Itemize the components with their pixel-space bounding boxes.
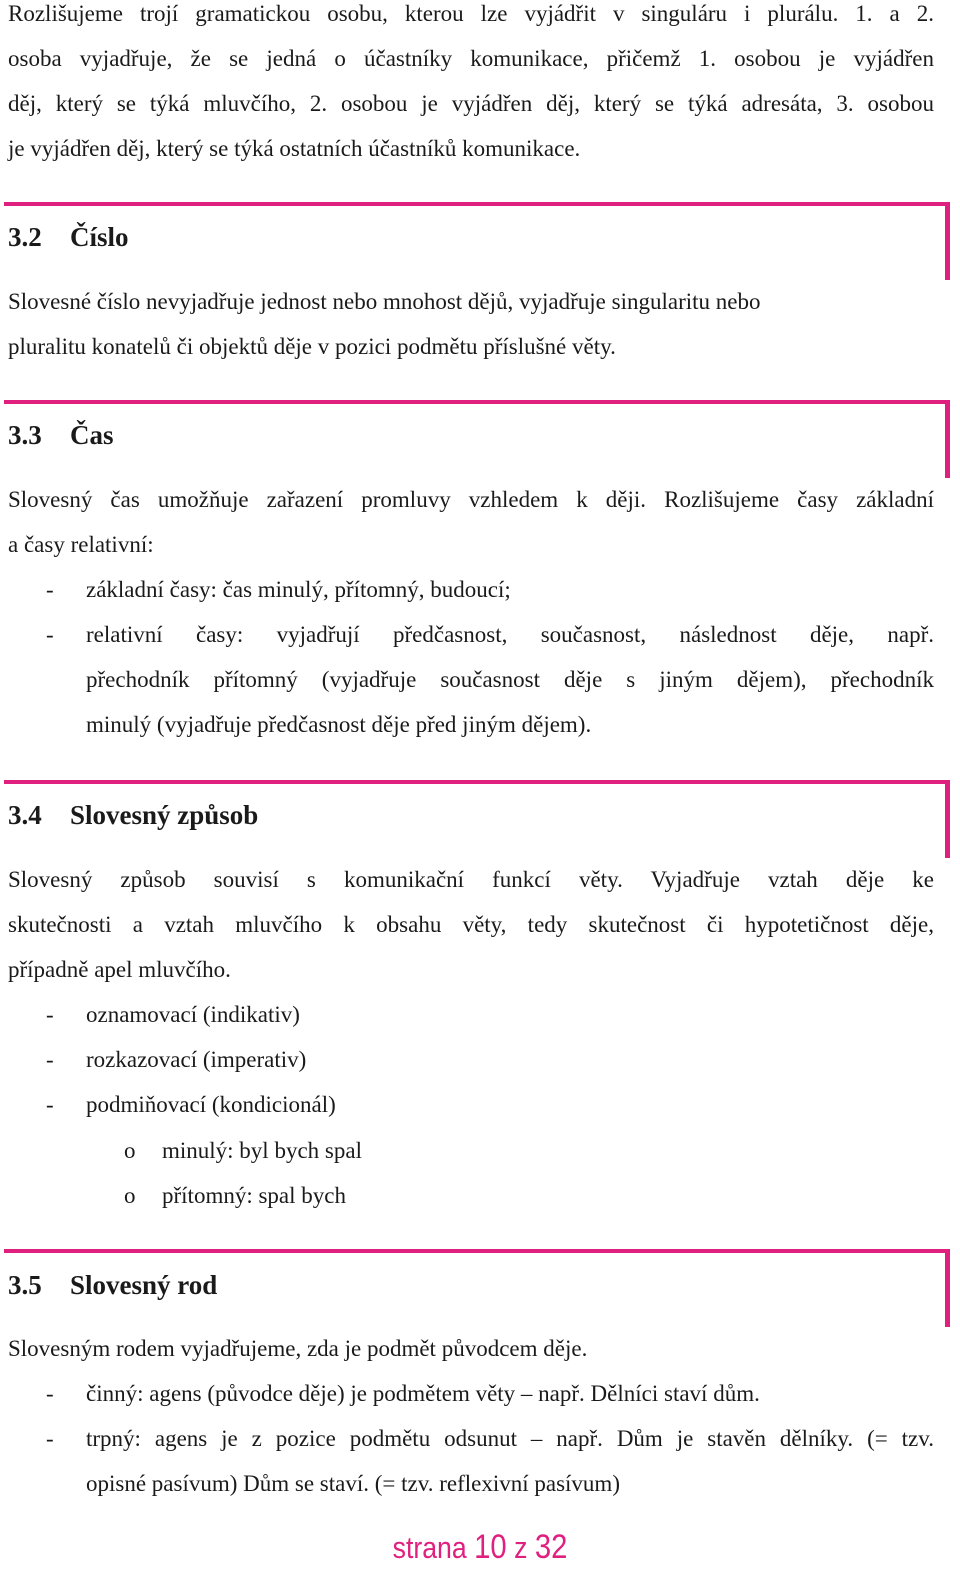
list-item-continuation: přechodník přítomný (vyjadřuje současnost děje s jiným dějem), přechodník — [86, 667, 934, 692]
section-title: Slovesný rod — [70, 1270, 218, 1300]
section-title: Čas — [70, 420, 114, 450]
section-heading-3-5 — [8, 1265, 217, 1305]
intro-line-4: je vyjádřen děj, který se týká ostatních účastníků komunikace. — [8, 136, 581, 161]
section-divider-side — [945, 780, 950, 858]
section-number: 3.4 — [8, 800, 42, 830]
list-dash: - — [46, 1092, 54, 1117]
section-divider — [4, 780, 950, 784]
list-dash: - — [46, 1381, 54, 1406]
list-dash: - — [46, 577, 54, 602]
footer-page-number: 10 — [474, 1528, 507, 1566]
paragraph-line: Slovesný čas umožňuje zařazení promluvy vzhledem k ději. Rozlišujeme časy základní — [8, 487, 934, 512]
paragraph-line: pluralitu konatelů či objektů děje v pozici podmětu příslušné věty. — [8, 334, 616, 359]
section-number: 3.2 — [8, 222, 42, 252]
sublist-item: přítomný: spal bych — [162, 1183, 346, 1208]
list-dash: - — [46, 1002, 54, 1027]
sublist-item: minulý: byl bych spal — [162, 1138, 362, 1163]
list-item: rozkazovací (imperativ) — [86, 1047, 307, 1072]
section-divider — [4, 400, 950, 404]
list-item: základní časy: čas minulý, přítomný, budoucí; — [86, 577, 511, 602]
intro-line-1: Rozlišujeme trojí gramatickou osobu, kterou lze vyjádřit v singuláru i plurálu. 1. a 2. — [8, 1, 934, 26]
list-item: podmiňovací (kondicionál) — [86, 1092, 336, 1117]
paragraph-line: skutečnosti a vztah mluvčího k obsahu věty, tedy skutečnost či hypotetičnost děje, — [8, 912, 934, 937]
list-item-continuation: minulý (vyjadřuje předčasnost děje před jiným dějem). — [86, 712, 592, 737]
list-item: trpný: agens je z pozice podmětu odsunut – např. Dům je stavěn dělníky. (= tzv. — [86, 1426, 934, 1451]
section-divider — [4, 202, 950, 206]
paragraph-line: případně apel mluvčího. — [8, 957, 231, 982]
section-title: Slovesný způsob — [70, 800, 259, 830]
list-dash: - — [46, 1047, 54, 1072]
list-dash: - — [46, 622, 54, 647]
section-divider-side — [945, 400, 950, 478]
footer-separator: z — [514, 1530, 528, 1565]
section-heading-3-3 — [8, 415, 114, 455]
list-item-continuation: opisné pasívum) Dům se staví. (= tzv. reflexivní pasívum) — [86, 1471, 620, 1496]
footer-page-total: 32 — [534, 1528, 568, 1566]
section-title: Číslo — [70, 222, 129, 252]
list-dash: - — [46, 1426, 54, 1451]
section-divider-side — [945, 1249, 950, 1327]
list-item: činný: agens (původce děje) je podmětem věty – např. Dělníci staví dům. — [86, 1381, 760, 1406]
intro-line-2: osoba vyjadřuje, že se jedná o účastníky komunikace, přičemž 1. osobou je vyjádřen — [8, 46, 934, 71]
paragraph-line: a časy relativní: — [8, 532, 154, 557]
sublist-bullet: o — [124, 1183, 136, 1208]
section-number: 3.5 — [8, 1270, 42, 1300]
paragraph-line: Slovesným rodem vyjadřujeme, zda je podmět původcem děje. — [8, 1336, 588, 1361]
paragraph-line: Slovesný způsob souvisí s komunikační funkcí věty. Vyjadřuje vztah děje ke — [8, 867, 934, 892]
section-number: 3.3 — [8, 420, 42, 450]
sublist-bullet: o — [124, 1138, 136, 1163]
page-footer — [67, 1528, 893, 1567]
footer-prefix: strana — [392, 1530, 467, 1565]
section-divider-side — [945, 202, 950, 280]
section-heading-3-2 — [8, 217, 129, 257]
paragraph-line: Slovesné číslo nevyjadřuje jednost nebo mnohost dějů, vyjadřuje singularitu nebo — [8, 289, 761, 314]
list-item: relativní časy: vyjadřují předčasnost, současnost, následnost děje, např. — [86, 622, 934, 647]
section-divider — [4, 1249, 950, 1253]
list-item: oznamovací (indikativ) — [86, 1002, 300, 1027]
section-heading-3-4 — [8, 795, 258, 835]
intro-line-3: děj, který se týká mluvčího, 2. osobou je vyjádřen děj, který se týká adresáta, 3. osobou — [8, 91, 934, 116]
